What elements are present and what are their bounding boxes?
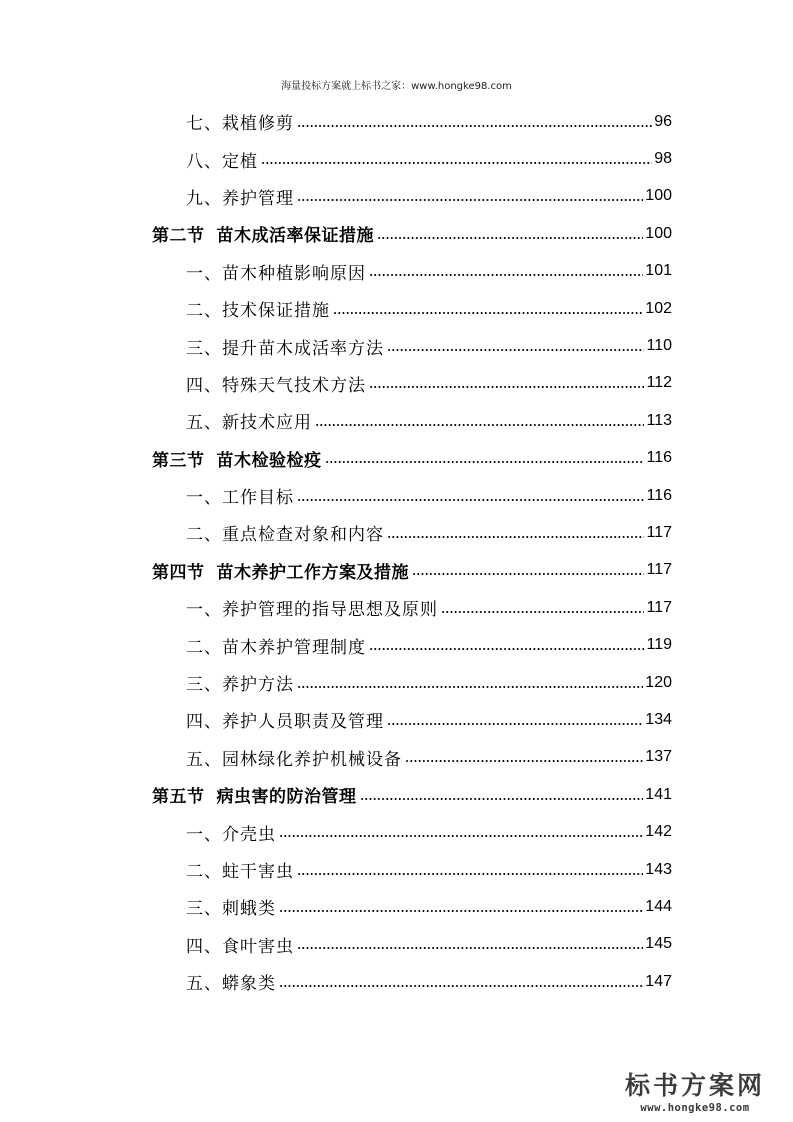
toc-dot-leader xyxy=(369,646,644,652)
toc-entry-text: 苗木养护管理制度 xyxy=(222,637,366,658)
toc-entry-text: 栽植修剪 xyxy=(222,114,294,135)
toc-entry-text: 苗木成活率保证措施 xyxy=(216,226,374,247)
toc-entry-title xyxy=(152,334,384,359)
toc-entry-title xyxy=(152,633,366,658)
toc-entry-number: 二、 xyxy=(186,525,222,546)
toc-entry-number: 一、 xyxy=(186,263,222,284)
toc-entry-number: 四、 xyxy=(186,936,222,957)
toc-page-number: 112 xyxy=(646,374,672,392)
toc-page-number: 98 xyxy=(654,150,672,168)
toc-dot-leader xyxy=(360,796,644,802)
toc-entry-text: 园林绿化养护机械设备 xyxy=(222,749,402,770)
toc-page-number: 144 xyxy=(645,897,672,915)
watermark-url: www.hongke98.com xyxy=(640,1102,750,1114)
toc-entry-title xyxy=(152,595,438,620)
toc-entry-number: 四、 xyxy=(186,712,222,733)
toc-page-number: 116 xyxy=(646,449,672,467)
toc-entry-number: 三、 xyxy=(186,899,222,920)
toc-page-number: 143 xyxy=(645,860,672,878)
toc-dot-leader xyxy=(387,534,644,540)
toc-entry-title xyxy=(152,558,409,583)
toc-entry-title xyxy=(152,782,357,807)
toc-dot-leader xyxy=(369,384,644,390)
toc-entry[interactable] xyxy=(152,589,672,626)
toc-entry-text: 养护方法 xyxy=(222,675,294,696)
toc-dot-leader xyxy=(279,833,643,839)
toc-entry[interactable] xyxy=(152,514,672,551)
toc-dot-leader xyxy=(297,197,643,203)
toc-entry-title xyxy=(152,483,294,508)
watermark-logo xyxy=(615,1070,775,1114)
toc-entry-number: 二、 xyxy=(186,301,222,322)
toc-entry[interactable] xyxy=(152,253,672,290)
toc-entry-text: 养护管理 xyxy=(222,188,294,209)
toc-page-number: 100 xyxy=(645,187,672,205)
toc-entry-number: 九、 xyxy=(186,188,222,209)
toc-entry-text: 定植 xyxy=(222,151,258,172)
toc-dot-leader xyxy=(412,571,644,577)
toc-entry[interactable] xyxy=(152,851,672,888)
toc-entry-text: 苗木检验检疫 xyxy=(216,450,322,471)
toc-entry-text: 介壳虫 xyxy=(222,824,276,845)
toc-entry-number: 第三节 xyxy=(152,450,205,471)
toc-entry-number: 五、 xyxy=(186,413,222,434)
toc-entry-text: 刺蛾类 xyxy=(222,899,276,920)
toc-entry-text: 蟒象类 xyxy=(222,974,276,995)
toc-page-number: 120 xyxy=(645,673,672,691)
toc-entry-title xyxy=(152,371,366,396)
toc-entry-text: 重点检查对象和内容 xyxy=(222,525,384,546)
toc-entry[interactable] xyxy=(152,178,672,215)
toc-entry-number: 一、 xyxy=(186,824,222,845)
toc-entry[interactable] xyxy=(152,477,672,514)
toc-entry-title xyxy=(152,857,294,882)
toc-entry-number: 五、 xyxy=(186,974,222,995)
toc-page-number: 119 xyxy=(646,636,672,654)
toc-entry-number: 八、 xyxy=(186,151,222,172)
toc-entry[interactable] xyxy=(152,290,672,327)
toc-dot-leader xyxy=(377,235,643,241)
toc-entry-text: 新技术应用 xyxy=(222,413,312,434)
toc-entry-text: 养护人员职责及管理 xyxy=(222,712,384,733)
toc-page-number: 96 xyxy=(654,112,672,130)
toc-entry-title xyxy=(152,969,276,994)
toc-entry-title xyxy=(152,520,384,545)
toc-entry-title xyxy=(152,221,374,246)
toc-entry-number: 二、 xyxy=(186,862,222,882)
toc-entry-text: 苗木养护工作方案及措施 xyxy=(216,562,409,583)
toc-entry-number: 七、 xyxy=(186,114,222,135)
toc-entry-text: 养护管理的指导思想及原则 xyxy=(222,600,438,621)
toc-entry[interactable] xyxy=(152,402,672,439)
toc-entry[interactable] xyxy=(152,103,672,140)
toc-entry-number: 三、 xyxy=(186,338,222,359)
toc-page-number: 117 xyxy=(646,523,672,541)
toc-dot-leader xyxy=(279,908,643,914)
toc-entry[interactable] xyxy=(152,963,672,1000)
toc-dot-leader xyxy=(279,983,643,989)
toc-entry-number: 第五节 xyxy=(152,787,205,808)
toc-dot-leader xyxy=(297,945,643,951)
toc-dot-leader xyxy=(297,871,643,877)
toc-entry-title xyxy=(152,670,294,695)
toc-entry-title xyxy=(152,894,276,919)
toc-entry-text: 苗木种植影响原因 xyxy=(222,263,366,284)
toc-dot-leader xyxy=(297,684,643,690)
page-header: 海量投标方案就上标书之家：www.hongke98.com xyxy=(281,81,512,92)
toc-entry-title xyxy=(152,707,384,732)
toc-entry-number: 第四节 xyxy=(152,562,205,583)
toc-entry-number: 第二节 xyxy=(152,226,205,247)
table-of-contents xyxy=(152,103,672,1000)
toc-dot-leader xyxy=(297,123,652,129)
toc-entry[interactable] xyxy=(152,664,672,701)
toc-entry-title xyxy=(152,184,294,209)
toc-entry[interactable] xyxy=(152,327,672,364)
toc-entry-text: 病虫害的防治管理 xyxy=(216,787,357,808)
toc-entry[interactable] xyxy=(152,365,672,402)
toc-entry[interactable] xyxy=(152,813,672,850)
toc-dot-leader xyxy=(297,497,644,503)
toc-dot-leader xyxy=(441,609,644,615)
toc-entry-number: 五、 xyxy=(186,749,222,770)
toc-dot-leader xyxy=(387,347,644,353)
toc-dot-leader xyxy=(405,758,643,764)
toc-page-number: 142 xyxy=(645,823,672,841)
toc-entry-text: 食叶害虫 xyxy=(222,936,294,957)
toc-entry-number: 一、 xyxy=(186,488,222,509)
toc-section-entry[interactable] xyxy=(152,552,672,589)
toc-page-number: 141 xyxy=(645,785,672,803)
toc-dot-leader xyxy=(369,272,643,278)
toc-page-number: 100 xyxy=(645,224,672,242)
toc-entry-number: 二、 xyxy=(186,637,222,658)
toc-entry-title xyxy=(152,147,258,172)
toc-page-number: 145 xyxy=(645,935,672,953)
toc-entry-title xyxy=(152,109,294,134)
toc-entry[interactable] xyxy=(152,701,672,738)
toc-page-number: 137 xyxy=(645,748,672,766)
toc-entry-text: 工作目标 xyxy=(222,488,294,509)
toc-entry-title xyxy=(152,932,294,957)
toc-entry-title xyxy=(152,408,312,433)
toc-section-entry[interactable] xyxy=(152,440,672,477)
toc-dot-leader xyxy=(261,160,652,166)
watermark-title: 标书方案网 xyxy=(624,1071,765,1100)
toc-page-number: 102 xyxy=(645,299,672,317)
toc-entry-text: 提升苗木成活率方法 xyxy=(222,338,384,359)
toc-dot-leader xyxy=(387,721,643,727)
toc-page-number: 101 xyxy=(645,262,672,280)
toc-entry[interactable] xyxy=(152,739,672,776)
toc-page-number: 110 xyxy=(646,337,672,355)
toc-dot-leader xyxy=(325,459,645,465)
toc-page-number: 147 xyxy=(645,972,672,990)
toc-entry-title xyxy=(152,745,402,770)
toc-page-number: 117 xyxy=(646,561,672,579)
toc-entry-text: 特殊天气技术方法 xyxy=(222,375,366,396)
toc-entry-text: 技术保证措施 xyxy=(222,301,330,322)
toc-entry-title xyxy=(152,446,322,471)
toc-entry[interactable] xyxy=(152,926,672,963)
toc-entry-number: 三、 xyxy=(186,675,222,696)
toc-section-entry[interactable] xyxy=(152,215,672,252)
toc-dot-leader xyxy=(333,310,643,316)
toc-page-number: 116 xyxy=(646,486,672,504)
toc-entry-text: 蛀干害虫 xyxy=(222,862,294,882)
toc-entry-title xyxy=(152,820,276,845)
toc-entry[interactable] xyxy=(152,888,672,925)
toc-entry-title xyxy=(152,296,330,321)
toc-entry-title xyxy=(152,259,366,284)
toc-entry[interactable] xyxy=(152,140,672,177)
toc-entry-number: 四、 xyxy=(186,375,222,396)
toc-page-number: 113 xyxy=(646,411,672,429)
toc-page-number: 134 xyxy=(645,710,672,728)
toc-entry-number: 一、 xyxy=(186,600,222,621)
toc-section-entry[interactable] xyxy=(152,776,672,813)
toc-entry[interactable] xyxy=(152,626,672,663)
toc-dot-leader xyxy=(315,422,644,428)
toc-page-number: 117 xyxy=(646,598,672,616)
